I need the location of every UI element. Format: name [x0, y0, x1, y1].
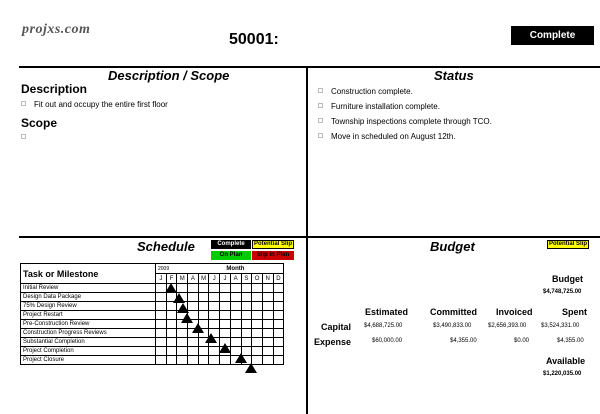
- month-header: M: [198, 274, 209, 284]
- month-header: M: [177, 274, 188, 284]
- month-cell: [188, 293, 199, 302]
- vertical-divider-bottom: [306, 236, 308, 414]
- month-cell: [262, 320, 273, 329]
- month-cell: [252, 338, 263, 347]
- status-title: Status: [434, 68, 474, 83]
- month-cell: [252, 311, 263, 320]
- month-cell: [241, 329, 252, 338]
- schedule-title: Schedule: [137, 239, 195, 254]
- month-cell: [241, 311, 252, 320]
- month-cell: [198, 311, 209, 320]
- month-header: D: [273, 274, 284, 284]
- month-cell: [166, 329, 177, 338]
- status-item: [318, 102, 440, 112]
- milestone-marker-icon: [219, 343, 231, 353]
- month-cell: [209, 311, 220, 320]
- month-cell: [273, 356, 284, 365]
- table-row: [21, 338, 284, 347]
- month-header: A: [230, 274, 241, 284]
- capital-estimated: $4,688,725.00: [364, 323, 403, 329]
- month-cell: [241, 284, 252, 293]
- month-cell: [220, 284, 231, 293]
- month-cell: [209, 293, 220, 302]
- month-cell: [220, 302, 231, 311]
- task-name: Initial Review: [21, 284, 156, 293]
- month-cell: [230, 302, 241, 311]
- bullet-icon: [21, 101, 26, 106]
- month-cell: [156, 311, 167, 320]
- month-cell: [230, 293, 241, 302]
- task-name: Project Restart: [21, 311, 156, 320]
- month-cell: [262, 284, 273, 293]
- milestone-marker-icon: [173, 293, 185, 303]
- budget-row-expense: Expense: [314, 337, 352, 347]
- task-name: Pre-Construction Review: [21, 320, 156, 329]
- month-label: Month: [188, 264, 284, 274]
- month-cell: [156, 338, 167, 347]
- milestone-marker-icon: [192, 323, 204, 333]
- month-cell: [156, 320, 167, 329]
- logo: projxs.com: [22, 22, 91, 37]
- month-cell: [166, 356, 177, 365]
- budget-value: $4,748,725.00: [543, 289, 582, 295]
- month-cell: [262, 311, 273, 320]
- month-cell: [188, 302, 199, 311]
- task-name: Project Completion: [21, 347, 156, 356]
- month-cell: [209, 302, 220, 311]
- month-cell: [230, 320, 241, 329]
- table-row: [21, 329, 284, 338]
- month-header: A: [188, 274, 199, 284]
- month-cell: [156, 356, 167, 365]
- project-id: 50001:: [229, 31, 279, 48]
- bullet-icon: [318, 103, 323, 108]
- budget-label: Budget: [552, 274, 583, 284]
- month-cell: [209, 320, 220, 329]
- month-cell: [177, 347, 188, 356]
- month-header: O: [252, 274, 263, 284]
- budget-column-spent: Spent: [562, 307, 588, 317]
- table-row: [21, 302, 284, 311]
- month-cell: [220, 293, 231, 302]
- legend-complete: Complete: [211, 240, 251, 249]
- month-cell: [188, 284, 199, 293]
- task-name: Construction Progress Reviews: [21, 329, 156, 338]
- month-header: J: [156, 274, 167, 284]
- month-cell: [262, 356, 273, 365]
- month-cell: [209, 284, 220, 293]
- legend-potential-slip: Potential Slip: [253, 241, 292, 247]
- top-rule: [19, 66, 600, 68]
- budget-column-committed: Committed: [430, 307, 477, 317]
- task-name: Design Data Package: [21, 293, 156, 302]
- task-name: Substantial Completion: [21, 338, 156, 347]
- month-cell: [273, 329, 284, 338]
- milestone-marker-icon: [177, 303, 189, 313]
- month-cell: [262, 293, 273, 302]
- month-cell: [198, 293, 209, 302]
- budget-column-estimated: Estimated: [365, 307, 409, 317]
- month-cell: [220, 320, 231, 329]
- schedule-table: [20, 263, 284, 365]
- budget-title: Budget: [430, 239, 475, 254]
- month-cell: [156, 302, 167, 311]
- description-heading: Description: [21, 82, 88, 96]
- task-name: 75% Design Review: [21, 302, 156, 311]
- description-item-text: Fit out and occupy the entire first floor: [34, 100, 168, 109]
- month-cell: [241, 338, 252, 347]
- month-cell: [230, 284, 241, 293]
- available-value: $1,220,035.00: [543, 371, 582, 377]
- table-row: [21, 320, 284, 329]
- month-cell: [262, 302, 273, 311]
- month-cell: [188, 338, 199, 347]
- month-cell: [262, 329, 273, 338]
- budget-column-invoiced: Invoiced: [496, 307, 533, 317]
- month-cell: [252, 329, 263, 338]
- month-cell: [166, 338, 177, 347]
- month-cell: [252, 293, 263, 302]
- month-cell: [273, 284, 284, 293]
- expense-estimated: $60,000.00: [372, 338, 403, 344]
- status-badge: Complete: [511, 26, 594, 45]
- month-cell: [273, 302, 284, 311]
- month-cell: [273, 293, 284, 302]
- month-cell: [177, 284, 188, 293]
- month-cell: [252, 302, 263, 311]
- month-cell: [230, 329, 241, 338]
- bullet-icon: [318, 118, 323, 123]
- month-cell: [273, 347, 284, 356]
- available-label: Available: [546, 356, 586, 366]
- month-cell: [273, 320, 284, 329]
- month-cell: [252, 347, 263, 356]
- table-row: [21, 293, 284, 302]
- status-item-text: Township inspections complete through TCO.: [331, 117, 492, 126]
- month-cell: [220, 356, 231, 365]
- milestone-marker-icon: [235, 353, 247, 363]
- milestone-marker-icon: [245, 363, 257, 373]
- month-cell: [209, 356, 220, 365]
- month-cell: [198, 356, 209, 365]
- month-cell: [220, 329, 231, 338]
- table-row: [21, 284, 284, 293]
- description-scope-title: Description / Scope: [108, 68, 230, 83]
- schedule-year: 2009: [156, 264, 188, 274]
- month-cell: [166, 320, 177, 329]
- month-cell: [177, 338, 188, 347]
- status-item-text: Construction complete.: [331, 87, 413, 96]
- status-item-text: Furniture installation complete.: [331, 102, 440, 111]
- month-cell: [262, 347, 273, 356]
- milestone-marker-icon: [181, 313, 193, 323]
- month-cell: [273, 338, 284, 347]
- bullet-icon: [318, 133, 323, 138]
- month-cell: [230, 338, 241, 347]
- month-cell: [166, 311, 177, 320]
- status-item: [318, 87, 413, 97]
- task-name: Project Closure: [21, 356, 156, 365]
- month-header: J: [209, 274, 220, 284]
- capital-spent: $3,524,331.00: [541, 323, 580, 329]
- month-header: F: [166, 274, 177, 284]
- milestone-marker-icon: [205, 333, 217, 343]
- table-row: [21, 311, 284, 320]
- status-item: [318, 132, 456, 142]
- bullet-icon: [318, 88, 323, 93]
- month-cell: [230, 311, 241, 320]
- status-item-text: Move in scheduled on August 12th.: [331, 132, 456, 141]
- middle-rule: [19, 236, 600, 238]
- legend-on-plan: On Plan: [211, 251, 251, 260]
- status-item: [318, 117, 492, 127]
- legend-slip-in-plan: Slip in Plan: [252, 251, 294, 260]
- scope-item: [21, 133, 34, 143]
- month-cell: [156, 329, 167, 338]
- month-cell: [177, 329, 188, 338]
- expense-invoiced: $0.00: [514, 338, 530, 344]
- bullet-icon: [21, 134, 26, 139]
- month-cell: [252, 320, 263, 329]
- month-cell: [188, 356, 199, 365]
- description-item: [21, 100, 168, 110]
- month-cell: [262, 338, 273, 347]
- month-cell: [198, 302, 209, 311]
- month-cell: [273, 311, 284, 320]
- budget-row-capital: Capital: [321, 322, 352, 332]
- capital-invoiced: $2,656,393.00: [488, 323, 527, 329]
- budget-indicator: Potential Slip: [548, 241, 587, 247]
- milestone-marker-icon: [165, 283, 177, 293]
- capital-committed: $3,490,833.00: [433, 323, 472, 329]
- task-column-header: Task or Milestone: [21, 264, 156, 284]
- month-cell: [177, 356, 188, 365]
- month-header: N: [262, 274, 273, 284]
- month-header: S: [241, 274, 252, 284]
- expense-spent: $4,355.00: [557, 338, 584, 344]
- month-cell: [220, 311, 231, 320]
- month-cell: [252, 284, 263, 293]
- month-cell: [188, 347, 199, 356]
- month-header: J: [220, 274, 231, 284]
- expense-committed: $4,355.00: [450, 338, 477, 344]
- month-cell: [241, 293, 252, 302]
- month-cell: [241, 302, 252, 311]
- vertical-divider-top: [306, 66, 308, 236]
- scope-heading: Scope: [21, 116, 58, 130]
- month-cell: [198, 347, 209, 356]
- month-cell: [198, 284, 209, 293]
- month-cell: [156, 347, 167, 356]
- month-cell: [156, 293, 167, 302]
- month-cell: [241, 320, 252, 329]
- month-cell: [166, 347, 177, 356]
